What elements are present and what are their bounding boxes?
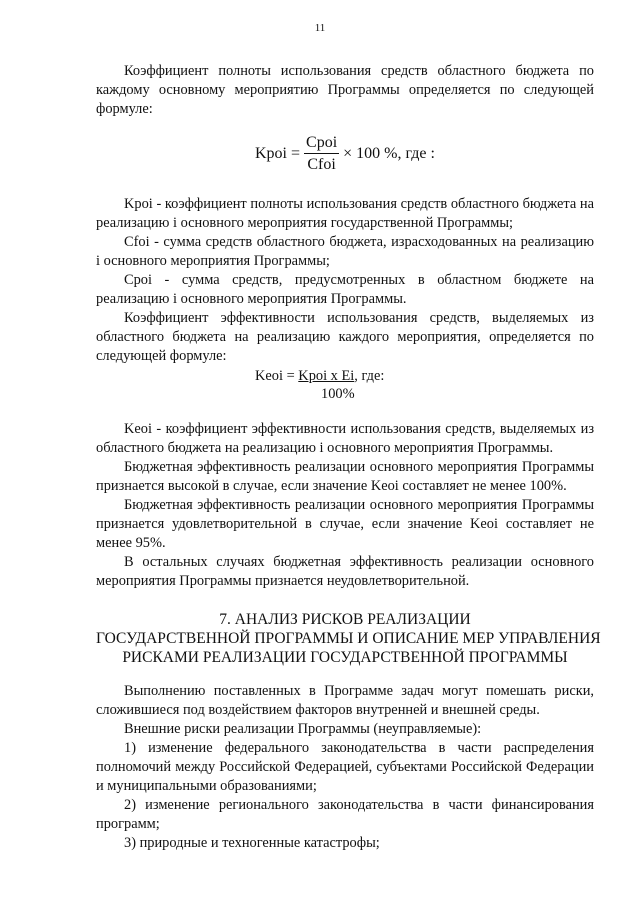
intro-block [96,62,594,119]
risks-intro: Выполнению поставленных в Программе задач могут помешать риски, сложившиеся под воздействием факторов внутренней и внешней среды. [96,683,594,718]
formula1-lhs: Kpoi = [255,144,301,162]
risk-item-2: 2) изменение регионального законодательства в части финансирования программ; [96,797,594,832]
formula2-tail: , где: [354,368,385,384]
definition-kpoi: Kpoi - коэффициент полноты использования средств областного бюджета на реализацию i основного мероприятия государственной Программы; [96,196,594,231]
formula1-fraction [304,133,339,174]
heading-line-2: ГОСУДАРСТВЕННОЙ ПРОГРАММЫ И ОПИСАНИЕ МЕР УПРАВЛЕНИЯ [96,630,601,647]
section-heading [96,610,601,667]
external-risks-title: Внешние риски реализации Программы (неуправляемые): [124,721,482,737]
risk-item-1: 1) изменение федерального законодательства в части распределения полномочий между Российской Федерацией, субъектами Российской Федерации и муниципальными образованиями; [96,740,594,794]
paragraph-high: Бюджетная эффективность реализации основного мероприятия Программы признается высокой в случае, если значение Keoi составляет не менее 100%. [96,459,594,494]
formula2-lhs: Keoi = [255,368,295,384]
heading-line-3: РИСКАМИ РЕАЛИЗАЦИИ ГОСУДАРСТВЕННОЙ ПРОГРАММЫ [122,649,568,666]
definitions-block [96,195,594,366]
efficiency-intro: Коэффициент эффективности использования средств, выделяемых из областного бюджета на реализацию каждого мероприятия, определяется по следующей формуле: [96,310,594,364]
formula1-numerator: Cpoi [304,133,339,154]
risk-item-3: 3) природные и техногенные катастрофы; [124,835,380,851]
formula2-denominator: 100% [321,386,355,402]
definition-keoi: Keoi - коэффициент эффективности использования средств, выделяемых из областного бюджета на реализацию i основного мероприятия Программы. [96,421,594,456]
definition-cpoi: Cpoi - сумма средств, предусмотренных в областном бюджете на реализацию i основного мероприятия Программы. [96,272,594,307]
formula1-rhs: × 100 %, где : [343,144,435,162]
definition-cfoi: Cfoi - сумма средств областного бюджета, израсходованных на реализацию i основного мероприятия Программы; [96,234,594,269]
risks-block [96,682,594,853]
formula2-numerator: Kpoi x Ei [298,368,355,384]
paragraph-unsatisfactory: В остальных случаях бюджетная эффективность реализации основного мероприятия Программы признается неудовлетворительной. [96,554,594,589]
page-number: 11 [314,22,326,34]
efficiency-block [96,420,594,591]
heading-line-1: 7. АНАЛИЗ РИСКОВ РЕАЛИЗАЦИИ [219,611,471,628]
intro-paragraph: Коэффициент полноты использования средств областного бюджета по каждому основному мероприятию Программы определяется по следующей формуле: [96,63,594,117]
paragraph-satisfactory: Бюджетная эффективность реализации основного мероприятия Программы признается удовлетворительной в случае, если значение Keoi составляет не менее 95%. [96,497,594,551]
formula-efficiency [255,367,385,402]
formula1-denominator: Cfoi [307,156,336,173]
formula-completeness [255,133,435,174]
